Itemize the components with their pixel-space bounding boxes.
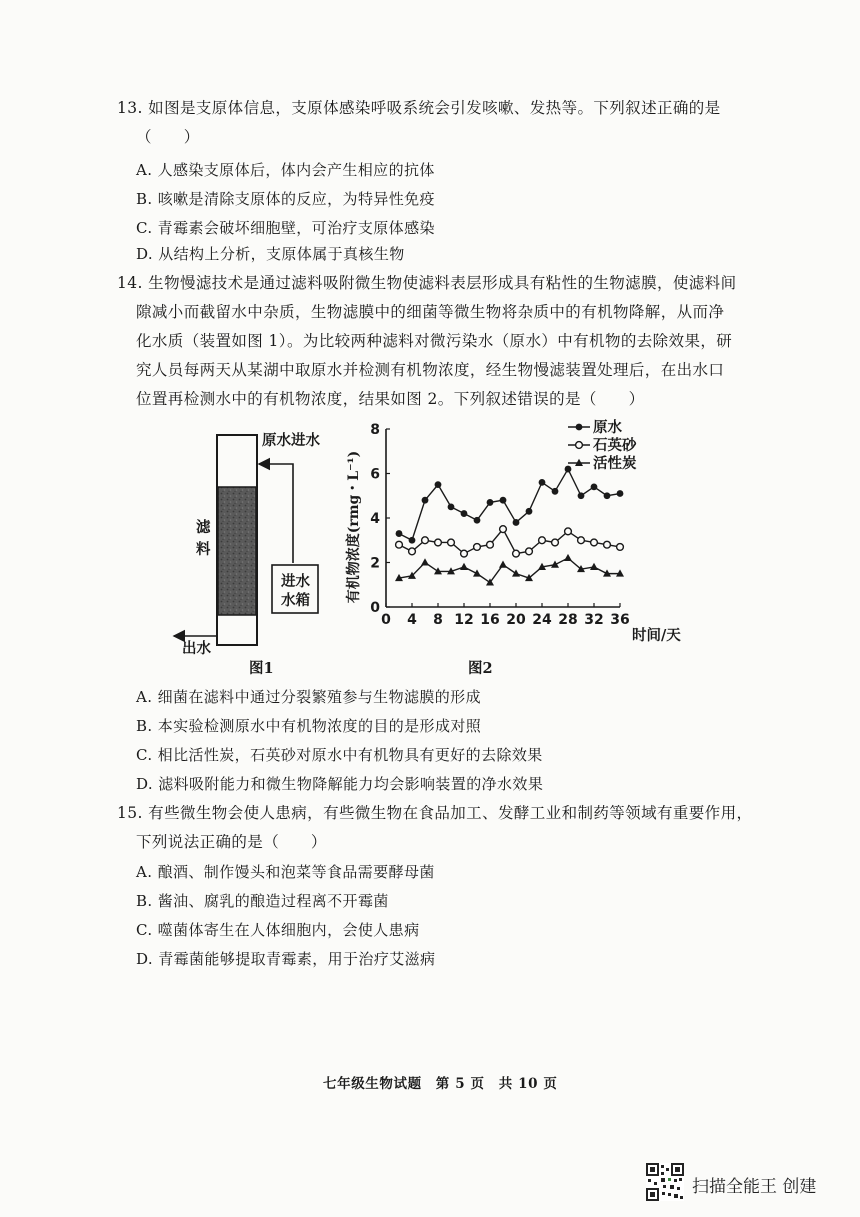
q15-stem-line2: 下列说法正确的是（ ） — [136, 833, 327, 851]
data-point-raw-water — [461, 510, 468, 517]
y-axis-label: 有机物浓度(rmg・L⁻¹) — [346, 450, 362, 604]
data-point-activated-carbon — [512, 569, 520, 576]
figure-2-chart — [340, 415, 720, 660]
x-tick-label: 8 — [433, 612, 443, 628]
data-point-quartz-sand — [474, 544, 481, 551]
legend-label-quartz-sand: 石英砂 — [593, 437, 637, 454]
page-footer: 七年级生物试题 第 5 页 共 10 页 — [323, 1076, 558, 1092]
data-point-raw-water — [565, 466, 572, 473]
x-tick-label: 4 — [407, 612, 417, 628]
q14-option-a: A. 细菌在滤料中通过分裂繁殖参与生物滤膜的形成 — [136, 688, 481, 706]
q14-option-c: C. 相比活性炭，石英砂对原水中有机物具有更好的去除效果 — [136, 746, 543, 764]
data-point-quartz-sand — [396, 541, 403, 548]
data-point-raw-water — [526, 508, 533, 515]
data-point-raw-water — [474, 517, 481, 524]
inlet-pipe — [259, 464, 293, 563]
q13-stem-line1: 13. 如图是支原体信息，支原体感染呼吸系统会引发咳嗽、发热等。下列叙述正确的是 — [117, 99, 721, 117]
y-tick-label: 6 — [370, 466, 380, 483]
data-point-quartz-sand — [578, 537, 585, 544]
data-point-quartz-sand — [487, 541, 494, 548]
data-point-quartz-sand — [604, 541, 611, 548]
data-point-raw-water — [539, 479, 546, 486]
x-tick-label: 24 — [532, 612, 552, 628]
x-tick-label: 32 — [584, 612, 604, 628]
data-point-raw-water — [487, 499, 494, 506]
q14-stem-line1: 14. 生物慢滤技术是通过滤料吸附微生物使滤料表层形成具有粘性的生物滤膜，使滤料间 — [117, 274, 737, 292]
watermark-text: 扫描全能王 创建 — [692, 1177, 817, 1197]
data-point-quartz-sand — [565, 528, 572, 535]
data-point-activated-carbon — [499, 561, 507, 568]
x-tick-label: 28 — [558, 612, 578, 628]
figure-1-caption: 图1 — [249, 660, 274, 677]
q13-option-d: D. 从结构上分析，支原体属于真核生物 — [136, 245, 405, 263]
y-tick-label: 4 — [370, 511, 380, 527]
data-point-raw-water — [500, 497, 507, 504]
q14-option-b: B. 本实验检测原水中有机物浓度的目的是形成对照 — [136, 717, 482, 735]
data-point-raw-water — [513, 519, 520, 526]
data-point-activated-carbon — [421, 558, 429, 565]
data-point-quartz-sand — [513, 550, 520, 557]
x-axis-label: 时间/天 — [632, 627, 681, 644]
legend-label-raw-water: 原水 — [593, 419, 622, 436]
data-point-quartz-sand — [526, 548, 533, 555]
q14-option-d: D. 滤料吸附能力和微生物降解能力均会影响装置的净水效果 — [136, 775, 544, 793]
data-point-quartz-sand — [448, 539, 455, 546]
qr-code-icon — [646, 1163, 684, 1201]
data-point-activated-carbon — [590, 563, 598, 570]
y-tick-label: 0 — [370, 600, 380, 616]
data-point-raw-water — [552, 488, 559, 495]
q14-stem-line2: 隙减小而截留水中杂质，生物滤膜中的细菌等微生物将杂质中的有机物降解，从而净 — [136, 303, 725, 321]
data-point-activated-carbon — [473, 569, 481, 576]
legend-label-activated-carbon: 活性炭 — [593, 455, 637, 472]
q14-stem-line5: 位置再检测水中的有机物浓度，结果如图 2。下列叙述错误的是（ ） — [136, 390, 645, 408]
data-point-raw-water — [435, 481, 442, 488]
data-point-raw-water — [448, 503, 455, 510]
data-point-raw-water — [396, 530, 403, 537]
data-point-raw-water — [578, 492, 585, 499]
series-line-activated-carbon — [399, 558, 620, 582]
data-point-quartz-sand — [617, 544, 624, 551]
data-point-quartz-sand — [435, 539, 442, 546]
x-tick-label: 20 — [506, 612, 526, 628]
data-point-raw-water — [617, 490, 624, 497]
q13-option-b: B. 咳嗽是清除支原体的反应，为特异性免疫 — [136, 190, 435, 208]
data-point-quartz-sand — [552, 539, 559, 546]
x-tick-label: 36 — [610, 612, 630, 628]
data-point-activated-carbon — [460, 563, 468, 570]
series-line-quartz-sand — [399, 529, 620, 553]
q13-option-a: A. 人感染支原体后，体内会产生相应的抗体 — [136, 161, 435, 179]
data-point-quartz-sand — [500, 526, 507, 533]
x-tick-label: 16 — [480, 612, 500, 628]
x-tick-label: 0 — [381, 612, 391, 628]
data-point-raw-water — [604, 492, 611, 499]
q13-option-c: C. 青霉素会破坏细胞壁，可治疗支原体感染 — [136, 219, 435, 237]
q15-option-a: A. 酿酒、制作馒头和泡菜等食品需要酵母菌 — [136, 863, 435, 881]
q14-stem-line4: 究人员每两天从某湖中取原水并检测有机物浓度，经生物慢滤装置处理后，在出水口 — [136, 361, 725, 379]
data-point-raw-water — [591, 483, 598, 490]
tank-label-1: 进水 — [281, 573, 310, 590]
data-point-quartz-sand — [461, 550, 468, 557]
outlet-label: 出水 — [182, 640, 211, 657]
series-line-raw-water — [399, 469, 620, 540]
q14-stem-line3: 化水质（装置如图 1）。为比较两种滤料对微污染水（原水）中有机物的去除效果，研 — [136, 332, 733, 350]
filter-label-2: 料 — [196, 541, 211, 558]
inlet-label: 原水进水 — [262, 432, 320, 449]
q15-option-b: B. 酱油、腐乳的酿造过程离不开霉菌 — [136, 892, 389, 910]
data-point-quartz-sand — [422, 537, 429, 544]
q13-answer-bracket: （ ） — [136, 128, 200, 146]
q15-stem-line1: 15. 有些微生物会使人患病，有些微生物在食品加工、发酵工业和制药等领域有重要作用， — [117, 804, 753, 822]
y-tick-label: 2 — [370, 555, 380, 572]
figure-2-caption: 图2 — [468, 660, 493, 677]
data-point-quartz-sand — [409, 548, 416, 555]
filter-label-1: 滤 — [196, 519, 211, 536]
data-point-quartz-sand — [539, 537, 546, 544]
data-point-activated-carbon — [564, 554, 572, 561]
tank-label-2: 水箱 — [281, 592, 310, 609]
figure-1-device — [160, 420, 360, 680]
legend-marker — [576, 442, 583, 449]
data-point-activated-carbon — [551, 561, 559, 568]
q15-option-d: D. 青霉菌能够提取青霉素，用于治疗艾滋病 — [136, 950, 436, 968]
y-tick-label: 8 — [370, 422, 380, 438]
data-point-raw-water — [409, 537, 416, 544]
x-tick-label: 12 — [454, 612, 474, 628]
filter-media — [218, 487, 256, 615]
legend-marker — [576, 424, 583, 431]
data-point-quartz-sand — [591, 539, 598, 546]
data-point-raw-water — [422, 497, 429, 504]
q15-option-c: C. 噬菌体寄生在人体细胞内，会使人患病 — [136, 921, 420, 939]
